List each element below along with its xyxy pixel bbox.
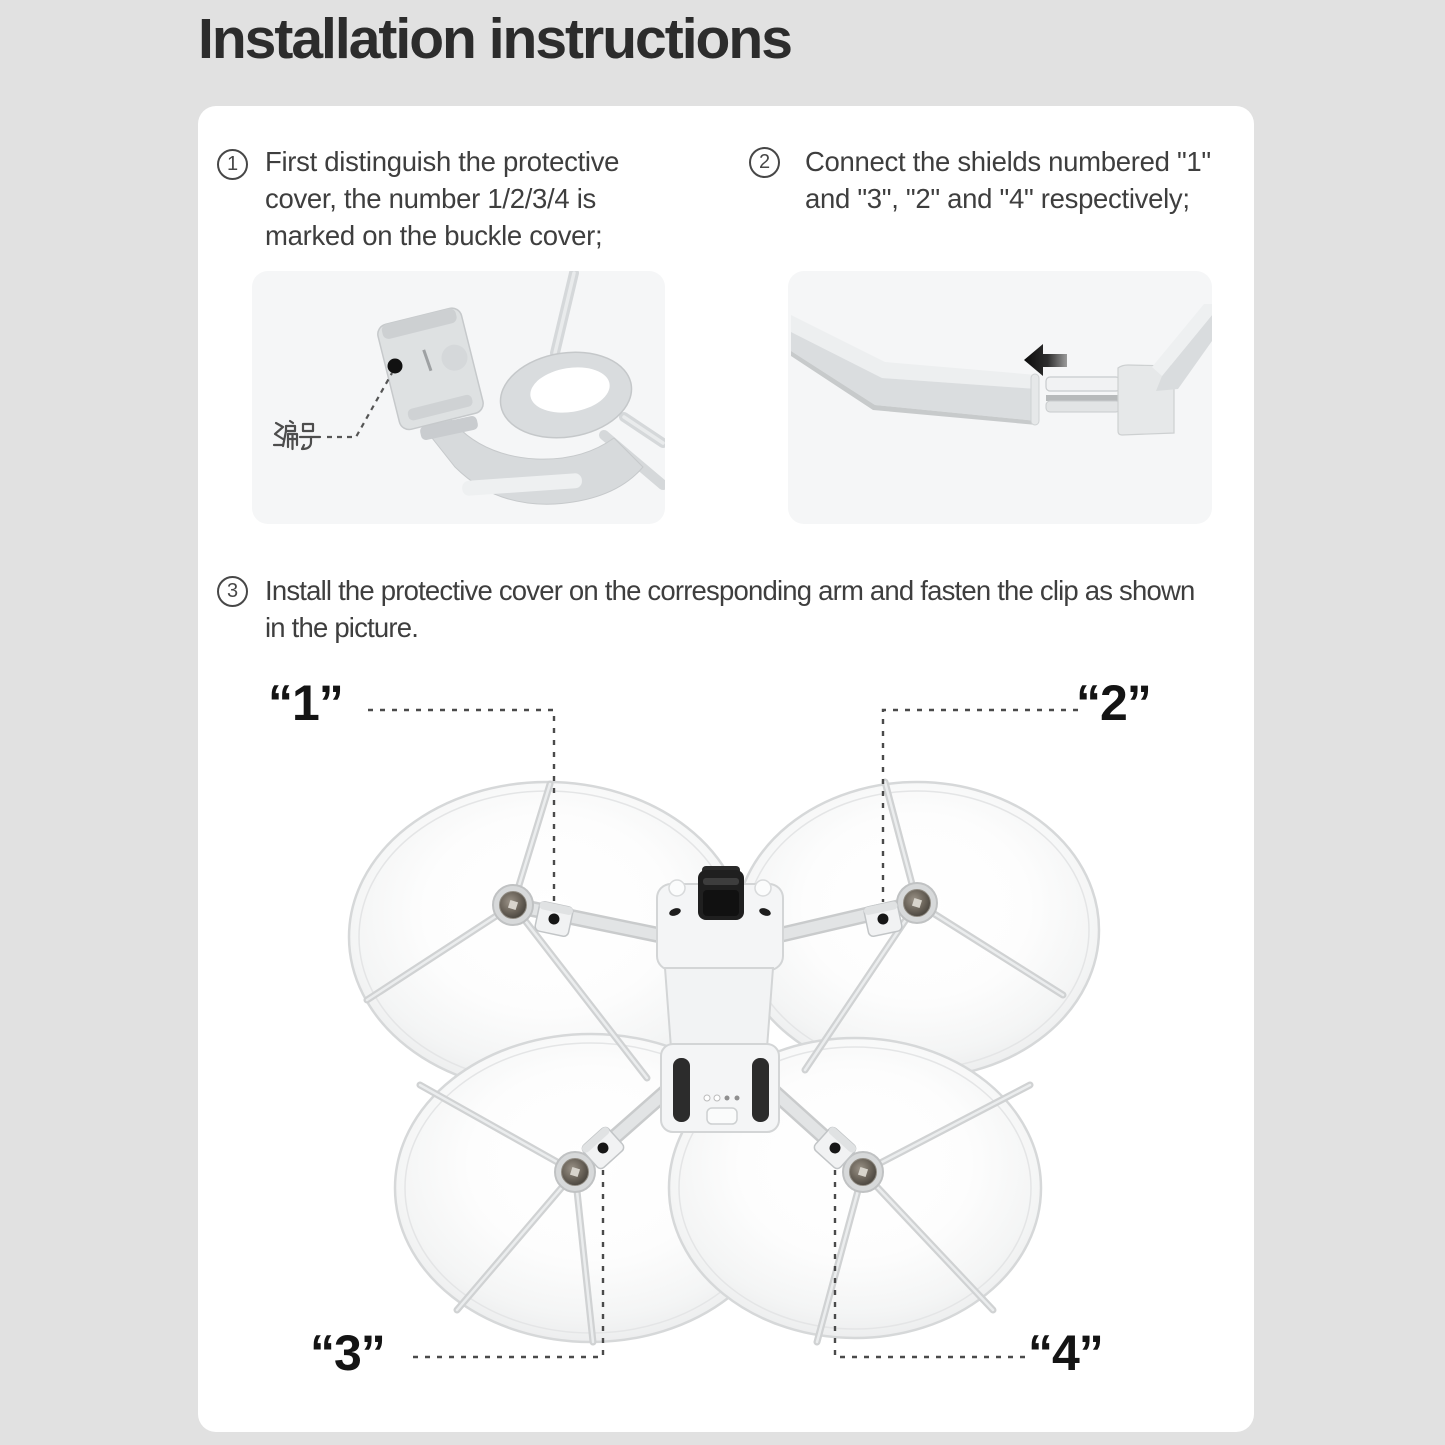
battery-slot-left	[673, 1058, 690, 1122]
drone-illustration	[198, 650, 1254, 1432]
guard-label-1: “1”	[268, 675, 343, 731]
arrow-left-icon	[1024, 344, 1067, 376]
battery-slot-right	[752, 1058, 769, 1122]
arm-hinge-cap-left	[669, 880, 685, 896]
step-1-number: 1	[217, 149, 248, 180]
right-shield-segment	[1046, 304, 1212, 435]
drone-body	[657, 866, 783, 1132]
page-title: Installation instructions	[198, 7, 791, 71]
guard-label-2: “2”	[1076, 675, 1151, 731]
annotation-leader-line	[327, 373, 392, 437]
guard-label-3: “3”	[310, 1325, 385, 1381]
step-2-text: Connect the shields numbered "1" and "3", "2" and "4" respectively;	[805, 146, 1211, 214]
step-3-number: 3	[217, 576, 248, 607]
arm-hinge-cap-right	[755, 880, 771, 896]
annotation-bianhao-glyphs	[274, 421, 320, 449]
motor-top-left	[493, 885, 533, 925]
clip-1	[534, 901, 573, 937]
gimbal-cover	[698, 866, 744, 920]
motor-top-right	[897, 883, 937, 923]
step-1-text: First distinguish the protective cover, the number 1/2/3/4 is marked on the buckle cover;	[265, 146, 620, 251]
drone-figure	[198, 650, 1254, 1432]
buckle-cover-figure	[252, 271, 665, 524]
guard-label-4: “4”	[1028, 1325, 1103, 1381]
step-2-number: 2	[749, 147, 780, 178]
left-shield-segment	[791, 315, 1039, 425]
shield-connection-illustration	[788, 271, 1212, 524]
clip-2	[863, 901, 902, 937]
battery-release-button	[707, 1108, 737, 1124]
number-dot	[388, 359, 403, 374]
clamp-ring	[494, 343, 638, 447]
step-3-text: Install the protective cover on the corresponding arm and fasten the clip as shown in the picture.	[265, 575, 1195, 643]
shield-connection-figure	[788, 271, 1212, 524]
buckle-cover-illustration	[252, 271, 665, 524]
